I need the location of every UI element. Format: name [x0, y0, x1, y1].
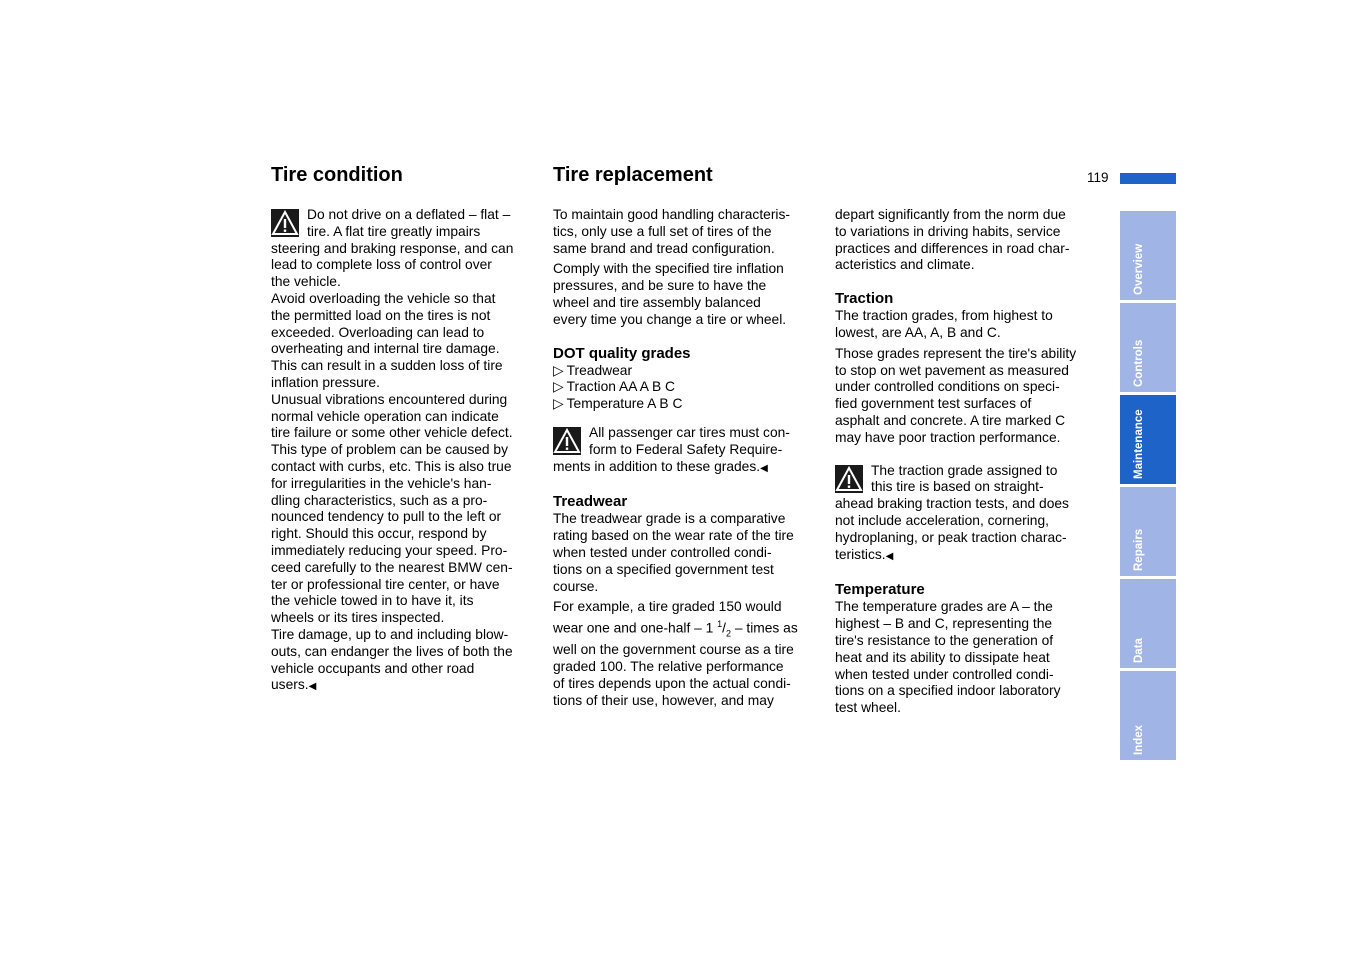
text-line: not include acceleration, cornering, — [835, 512, 1049, 528]
text-line: tions of their use, however, and may — [553, 692, 774, 708]
text-line: Those grades represent the tire's ability — [835, 345, 1077, 361]
end-marker-icon: ◀ — [308, 681, 317, 693]
traction-paragraph-1 — [835, 308, 1103, 342]
text-line: ter or professional tire center, or have — [271, 576, 500, 592]
text-line: the vehicle towed in to have it, its — [271, 593, 474, 609]
text-line: steering and braking response, and can — [271, 240, 514, 256]
text-line: inflation pressure. — [271, 374, 380, 390]
text-line: Unusual vibrations encountered during — [271, 391, 508, 407]
fraction-denominator: 2 — [726, 628, 732, 639]
text-line: tire. A flat tire greatly impairs — [307, 223, 481, 239]
fraction-numerator: 1 — [717, 619, 723, 630]
text-line: users. — [271, 677, 309, 693]
tab-label: Index — [1133, 724, 1145, 755]
bullet-item — [553, 379, 821, 396]
text-line: the vehicle. — [271, 274, 341, 290]
text-line: vehicle occupants and other road — [271, 660, 475, 676]
tab-repairs[interactable] — [1120, 487, 1176, 576]
text-fragment: – times as — [731, 620, 798, 636]
text-line: pressures, and be sure to have the — [553, 278, 767, 294]
end-marker-icon: ◀ — [760, 462, 768, 474]
text-line: dling characteristics, such as a pro- — [271, 492, 488, 508]
text-line: test wheel. — [835, 700, 901, 716]
text-line: fied government test surfaces of — [835, 396, 1032, 412]
tab-label: Repairs — [1133, 528, 1145, 571]
end-marker-icon: ◀ — [885, 550, 894, 562]
text-line: outs, can endanger the lives of both the — [271, 643, 513, 659]
warning-triangle-icon — [835, 465, 863, 493]
text-lines — [553, 642, 821, 709]
text-line: Avoid overloading the vehicle so that — [271, 290, 496, 306]
text-line: this tire is based on straight- — [871, 479, 1044, 495]
bullet-marker-icon: ▷ — [553, 379, 564, 395]
page-accent-bar — [1120, 173, 1176, 184]
text-line: overheating and internal tire damage. — [271, 341, 500, 357]
heading-temperature: Temperature — [835, 581, 925, 599]
text-line: The temperature grades are A – the — [835, 599, 1053, 615]
text-line: lowest, are AA, A, B and C. — [835, 324, 1001, 340]
bullet-text: Traction AA A B C — [566, 379, 676, 395]
tab-data[interactable] — [1120, 579, 1176, 668]
warning-text — [553, 425, 821, 477]
text-line: ceed carefully to the nearest BMW cen- — [271, 559, 513, 575]
warning-triangle-icon — [553, 427, 581, 455]
text-line: wheel and tire assembly balanced — [553, 294, 761, 310]
bullet-marker-icon: ▷ — [553, 362, 564, 378]
text-line: the permitted load on the tires is not — [271, 307, 491, 323]
text-line: when tested under controlled condi- — [553, 544, 772, 560]
text-line: nounced tendency to pull to the left or — [271, 509, 502, 525]
bullet-item — [553, 363, 821, 380]
text-line: tions on a specified indoor laboratory — [835, 683, 1061, 699]
text-line: to stop on wet pavement as measured — [835, 362, 1069, 378]
tab-index[interactable] — [1120, 671, 1176, 760]
text-line: same brand and tread configuration. — [553, 240, 775, 256]
text-line: graded 100. The relative performance — [553, 659, 784, 675]
text-line: contact with curbs, etc. This is also true — [271, 458, 512, 474]
text-line: To maintain good handling characteris- — [553, 207, 790, 222]
intro-paragraph-2 — [553, 261, 821, 328]
text-line: acteristics and climate. — [835, 257, 975, 273]
column-continued — [835, 207, 1103, 717]
warning-traction — [835, 463, 1103, 566]
text-line: exceeded. Overloading can lead to — [271, 324, 485, 340]
text-line: practices and differences in road char- — [835, 240, 1070, 256]
text-line: immediately reducing your speed. Pro- — [271, 542, 508, 558]
text-line: of tires depends upon the actual condi- — [553, 675, 791, 691]
text-line: wheels or its tires inspected. — [271, 610, 445, 626]
text-line: may have poor traction performance. — [835, 429, 1061, 445]
page-number: 119 — [1087, 170, 1109, 185]
intro-paragraph-1 — [553, 207, 821, 257]
section-title-tire-condition: Tire condition — [271, 164, 403, 186]
heading-traction: Traction — [835, 290, 894, 308]
text-line: tics, only use a full set of tires of the — [553, 223, 772, 239]
text-line: wear one and one-half – 1 $^1/_2$ – times as — [553, 619, 798, 639]
warning-triangle-icon — [271, 209, 299, 237]
text-fragment: wear one and one-half – 1 — [553, 620, 718, 636]
bullet-text: Temperature A B C — [566, 396, 683, 412]
temperature-paragraph — [835, 599, 1103, 717]
text-line: All passenger car tires must con- — [589, 424, 790, 440]
section-title-tire-replacement: Tire replacement — [553, 164, 713, 186]
text-line: Tire damage, up to and including blow- — [271, 626, 509, 642]
text-line: under controlled conditions on speci- — [835, 379, 1060, 395]
bullet-marker-icon: ▷ — [553, 396, 564, 412]
warning-text — [271, 207, 541, 696]
text-line: For example, a tire graded 150 would — [553, 599, 782, 615]
text-line: when tested under controlled condi- — [835, 666, 1054, 682]
heading-treadwear: Treadwear — [553, 493, 628, 511]
text-line: every time you change a tire or wheel. — [553, 311, 787, 327]
text-line: to variations in driving habits, service — [835, 223, 1061, 239]
column-tire-replacement — [553, 207, 821, 709]
text-line: tions on a specified government test — [553, 561, 774, 577]
warning-dot — [553, 425, 821, 477]
traction-paragraph-2 — [835, 346, 1103, 447]
text-line: The treadwear grade is a comparative — [553, 511, 786, 527]
text-line: form to Federal Safety Require- — [589, 441, 783, 457]
text-line: ahead braking traction tests, and does — [835, 496, 1069, 512]
continued-paragraph — [835, 207, 1103, 274]
text-line: The traction grade assigned to — [871, 462, 1058, 478]
text-line: right. Should this occur, respond by — [271, 526, 487, 542]
column-tire-condition — [271, 207, 541, 696]
dot-bullet-list — [553, 363, 821, 413]
text-line: normal vehicle operation can indicate — [271, 408, 499, 424]
text-line: lead to complete loss of control over — [271, 257, 492, 273]
tab-maintenance[interactable] — [1120, 395, 1176, 484]
text-line: tire's resistance to the generation of — [835, 632, 1054, 648]
text-line: well on the government course as a tire — [553, 642, 794, 658]
tab-label: Controls — [1133, 339, 1145, 387]
warning-tire-condition — [271, 207, 541, 696]
text-line: course. — [553, 578, 599, 594]
text-line: tire failure or some other vehicle defect. — [271, 425, 513, 441]
treadwear-paragraph-1 — [553, 511, 821, 595]
text-line: Comply with the specified tire inflation — [553, 261, 784, 277]
tab-label: Maintenance — [1133, 409, 1145, 479]
text-line: ments in addition to these grades. — [553, 458, 761, 474]
text-line: hydroplaning, or peak traction charac- — [835, 529, 1067, 545]
text-line: The traction grades, from highest to — [835, 308, 1053, 324]
warning-text — [835, 463, 1103, 566]
treadwear-paragraph-2 — [553, 599, 821, 709]
bullet-text: Treadwear — [566, 362, 633, 378]
heading-dot-quality-grades: DOT quality grades — [553, 344, 691, 362]
chapter-tabs — [1120, 211, 1176, 763]
text-line: for irregularities in the vehicle's han- — [271, 475, 492, 491]
bullet-item — [553, 396, 821, 413]
text-line: rating based on the wear rate of the tire — [553, 528, 794, 544]
text-line: teristics. — [835, 546, 886, 562]
text-line: This can result in a sudden loss of tire — [271, 358, 503, 374]
tab-overview[interactable] — [1120, 211, 1176, 300]
text-line: highest – B and C, representing the — [835, 616, 1053, 632]
text-line: asphalt and concrete. A tire marked C — [835, 412, 1066, 428]
text-line: This type of problem can be caused by — [271, 442, 508, 458]
tab-controls[interactable] — [1120, 303, 1176, 392]
tab-label: Overview — [1133, 243, 1145, 295]
tab-label: Data — [1133, 638, 1145, 663]
text-line: Do not drive on a deflated – flat – — [307, 207, 511, 222]
text-line: heat and its ability to dissipate heat — [835, 649, 1050, 665]
text-line: depart significantly from the norm due — [835, 207, 1066, 222]
